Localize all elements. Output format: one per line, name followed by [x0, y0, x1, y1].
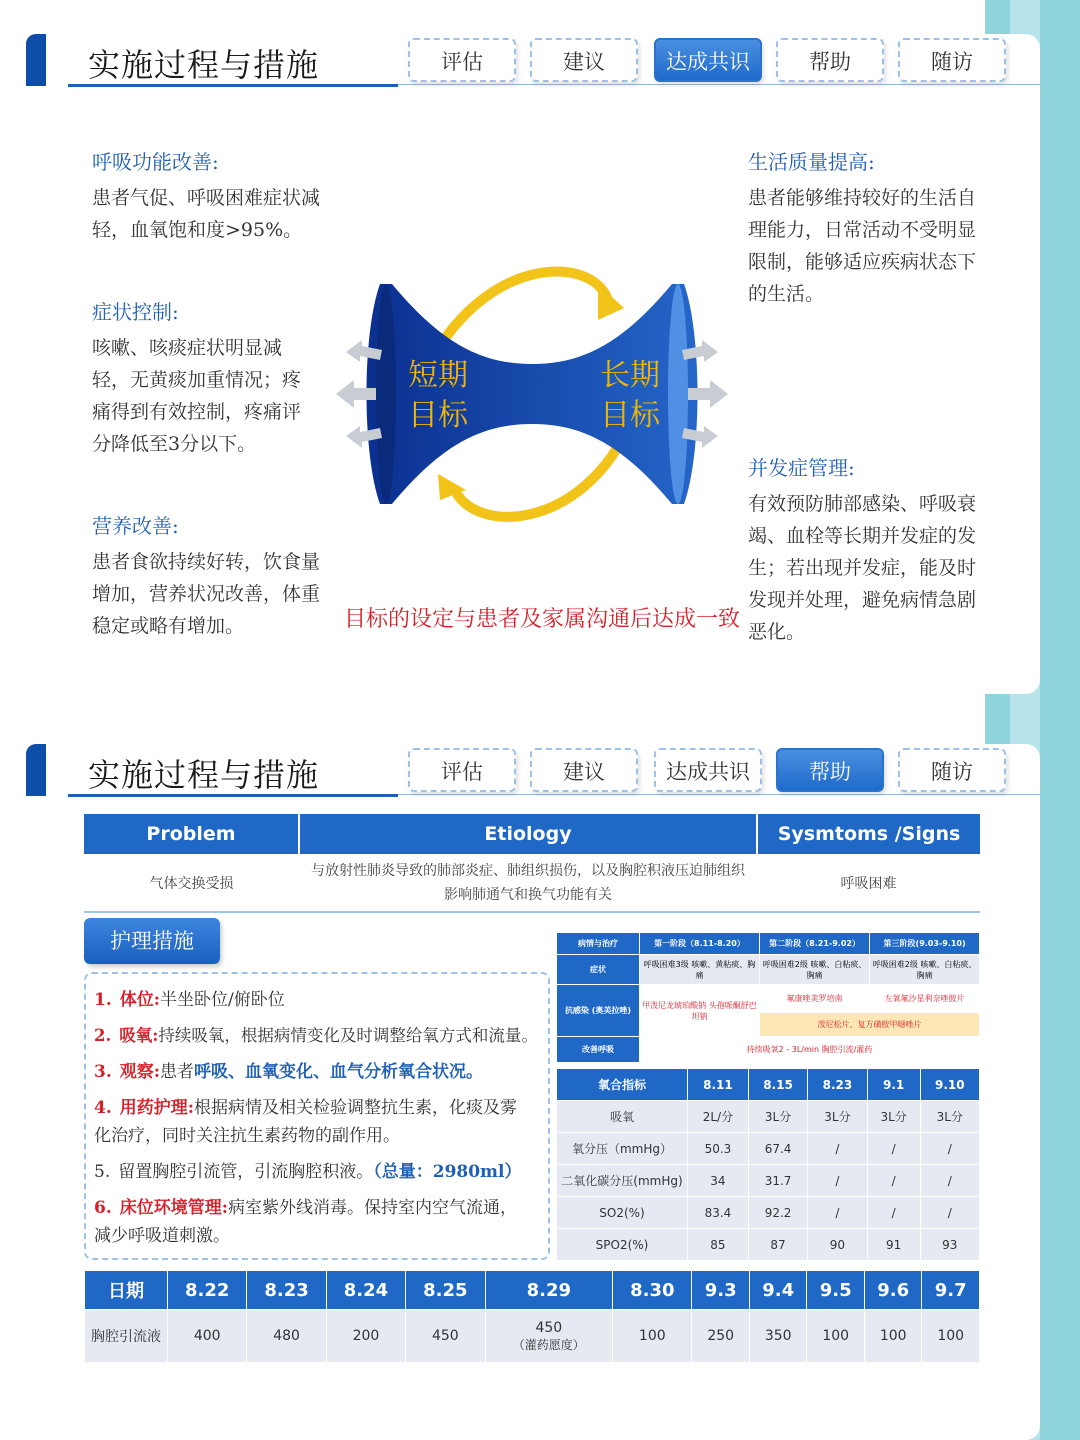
- oxy-cell: /: [867, 1197, 920, 1229]
- item-label: 用药护理:: [119, 1098, 195, 1118]
- oxy-cell: /: [920, 1197, 979, 1229]
- item-number: 5.: [94, 1162, 111, 1182]
- tab-suggest[interactable]: 建议: [530, 38, 638, 82]
- item-text: 病室紫外线消毒。保持室内空气流通，减少呼吸道刺激。: [94, 1198, 518, 1246]
- drain-cell: 400: [168, 1310, 247, 1363]
- drain-cell: 100: [864, 1310, 921, 1363]
- oxy-cell: /: [867, 1133, 920, 1165]
- cell: 呼吸困难2级 咳嗽、白粘痰、胸痛: [870, 955, 980, 985]
- tab-consensus[interactable]: 达成共识: [654, 748, 762, 792]
- item-text: 患者: [160, 1062, 195, 1082]
- oxy-cell: 85: [688, 1229, 749, 1261]
- nursing-item-1: [94, 986, 540, 1014]
- problem-table-row: [84, 854, 980, 912]
- drain-header-cell: 9.3: [692, 1271, 749, 1310]
- long-term-goal-label: [600, 356, 660, 436]
- row-label: 症状: [557, 955, 640, 985]
- right-arrows: [682, 340, 728, 448]
- problem-table-header: [84, 814, 980, 854]
- long-term-line1: 长期: [600, 358, 660, 393]
- cell: 甲泼尼龙琥珀酸钠 头孢哌酮舒巴坦钠: [640, 985, 760, 1037]
- oxy-header-cell: 8.11: [688, 1069, 749, 1101]
- item-number: 4.: [94, 1098, 112, 1118]
- drain-header-cell: 8.24: [326, 1271, 405, 1310]
- cell: 呼吸困难3级 咳嗽、黄粘痰、胸痛: [640, 955, 760, 985]
- header-symptoms: Sysmtoms /Signs: [777, 823, 961, 845]
- row-label: 改善呼吸: [557, 1037, 640, 1063]
- oxy-cell: SPO2(%): [557, 1229, 688, 1261]
- goal-hourglass-graphic: [332, 244, 732, 544]
- drain-cell: 450: [406, 1310, 485, 1363]
- goal-title-complication: 并发症管理:: [748, 456, 855, 480]
- item-number: 2.: [94, 1026, 112, 1045]
- drain-header-cell: 8.30: [613, 1271, 692, 1310]
- goal-body-respiration: 患者气促、呼吸困难症状减轻，血氧饱和度>95%。: [92, 187, 321, 241]
- nursing-measures-box: [84, 972, 550, 1260]
- goal-title-respiration: 呼吸功能改善:: [92, 150, 219, 174]
- tab-help[interactable]: 帮助: [776, 38, 884, 82]
- drain-cell: 100: [922, 1310, 980, 1363]
- goal-title-nutrition: 营养改善:: [92, 514, 179, 538]
- oxy-cell: 吸氧: [557, 1101, 688, 1133]
- oxy-cell: 91: [867, 1229, 920, 1261]
- treatment-header-cell: 第一阶段（8.11-8.20）: [640, 933, 760, 955]
- oxy-row: [557, 1133, 980, 1165]
- item-text: 根据病情及相关检验调整抗生素，化痰及雾化治疗，同时关注抗生素药物的副作用。: [94, 1098, 518, 1146]
- drain-note: （灌药愿度）: [512, 1337, 585, 1352]
- drain-header-cell: 8.23: [247, 1271, 326, 1310]
- treatment-row-antiinfection: [557, 985, 980, 1013]
- treatment-row-symptom: [557, 955, 980, 985]
- drain-header-cell: 9.5: [807, 1271, 864, 1310]
- title-underline: [68, 84, 398, 87]
- right-rim: [668, 284, 688, 504]
- oxy-row: [557, 1165, 980, 1197]
- item-highlight: （总量：2980ml）: [373, 1162, 522, 1182]
- drain-header-cell: 9.7: [922, 1271, 980, 1310]
- page-title: 实施过程与措施: [88, 46, 320, 84]
- goal-body-symptom: 咳嗽、咳痰症状明显减轻，无黄痰加重情况；疼痛得到有效控制，疼痛评分降低至3分以下。: [92, 337, 302, 455]
- tab-followup[interactable]: 随访: [898, 38, 1006, 82]
- oxy-header-cell: 9.10: [920, 1069, 979, 1101]
- problem-cell: 气体交换受损: [149, 875, 234, 892]
- goal-title-symptom: 症状控制:: [92, 300, 179, 324]
- oxy-cell: 93: [920, 1229, 979, 1261]
- item-text: 半坐卧位/俯卧位: [160, 990, 285, 1010]
- oxy-cell: 90: [808, 1229, 867, 1261]
- tab-consensus[interactable]: 达成共识: [654, 38, 762, 82]
- oxy-cell: /: [808, 1197, 867, 1229]
- cell: 呼吸困难2级 咳嗽、白粘痰、胸痛: [759, 955, 869, 985]
- drain-cell: 200: [326, 1310, 405, 1363]
- tab-assess[interactable]: 评估: [408, 748, 516, 792]
- row-label: 抗感染 (奥美拉唑): [557, 985, 640, 1037]
- oxy-cell: 31.7: [748, 1165, 807, 1197]
- oxy-cell: /: [920, 1165, 979, 1197]
- drain-header-cell: 9.6: [864, 1271, 921, 1310]
- cell: 氟康唑美罗培南: [759, 985, 869, 1013]
- nursing-measures-title: 护理措施: [84, 918, 220, 964]
- item-highlight: 呼吸、血氧变化、血气分析氧合状况。: [194, 1062, 484, 1082]
- drainage-row: [85, 1310, 980, 1363]
- oxy-header-cell: 8.23: [808, 1069, 867, 1101]
- oxy-cell: 2L/分: [688, 1101, 749, 1133]
- drain-row-label: 胸腔引流液: [85, 1310, 168, 1363]
- drain-cell: 480: [247, 1310, 326, 1363]
- oxy-cell: 67.4: [748, 1133, 807, 1165]
- goal-body-nutrition: 患者食欲持续好转，饮食量增加，营养状况改善，体重稳定或略有增加。: [92, 551, 321, 637]
- drain-header-cell: 8.29: [485, 1271, 613, 1310]
- drain-header-cell: 8.25: [406, 1271, 485, 1310]
- drainage-table: [84, 1270, 980, 1363]
- oxy-header-cell: 氧合指标: [557, 1069, 688, 1101]
- goal-body-complication: 有效预防肺部感染、呼吸衰竭、血栓等长期并发症的发生；若出现并发症，能及时发现并处理，避免病情急剧恶化。: [748, 493, 977, 643]
- header-accent: [26, 34, 46, 86]
- left-arrows: [336, 340, 382, 448]
- left-rim: [376, 284, 396, 504]
- drain-cell: 250: [692, 1310, 749, 1363]
- oxy-cell: 二氧化碳分压(mmHg): [557, 1165, 688, 1197]
- oxy-cell: 92.2: [748, 1197, 807, 1229]
- item-label: 吸氧:: [119, 1026, 159, 1045]
- drain-header-cell: 8.22: [168, 1271, 247, 1310]
- symptom-cell: 呼吸困难: [840, 875, 897, 892]
- nursing-item-3: [94, 1058, 540, 1086]
- oxy-cell: 83.4: [688, 1197, 749, 1229]
- drain-header-cell: 9.4: [749, 1271, 806, 1310]
- drain-cell: 100: [613, 1310, 692, 1363]
- item-label: 体位:: [119, 990, 161, 1010]
- treatment-header-cell: 第三阶段(9.03-9.10): [870, 933, 980, 955]
- short-term-goal-label: [408, 356, 468, 436]
- short-term-line2: 目标: [408, 398, 468, 433]
- item-number: 1.: [94, 990, 112, 1010]
- page-title: 实施过程与措施: [88, 756, 320, 794]
- oxy-cell: 87: [748, 1229, 807, 1261]
- long-term-line2: 目标: [600, 398, 660, 433]
- oxy-row: [557, 1101, 980, 1133]
- drain-value: 450: [535, 1319, 563, 1336]
- item-label: 床位环境管理:: [119, 1198, 229, 1218]
- oxy-row: [557, 1197, 980, 1229]
- oxy-header-cell: 9.1: [867, 1069, 920, 1101]
- title-underline: [68, 794, 398, 797]
- treatment-header-cell: 第二阶段（8.21-9.02）: [759, 933, 869, 955]
- drain-cell: 350: [749, 1310, 806, 1363]
- oxy-row: [557, 1229, 980, 1261]
- top-arrow-head: [598, 284, 624, 320]
- problem-table: [84, 814, 980, 913]
- oxy-cell: 3L分: [920, 1101, 979, 1133]
- header-etiology: Etiology: [299, 814, 757, 854]
- goal-title-quality: 生活质量提高:: [748, 150, 875, 174]
- oxy-cell: /: [867, 1165, 920, 1197]
- slide-help: [0, 744, 1040, 1440]
- tab-assess[interactable]: 评估: [408, 38, 516, 82]
- oxy-cell: 氧分压（mmHg）: [557, 1133, 688, 1165]
- consensus-note: 目标的设定与患者及家属沟通后达成一致: [344, 607, 741, 632]
- item-text: 留置胸腔引流管，引流胸腔积液。: [118, 1162, 374, 1182]
- cell: 左氧氟沙星利奈唑胺片: [870, 985, 980, 1013]
- oxy-header-cell: 8.15: [748, 1069, 807, 1101]
- oxy-cell: /: [808, 1165, 867, 1197]
- drain-header-cell: 日期: [85, 1271, 168, 1310]
- treatment-row-breathing: [557, 1037, 980, 1063]
- header-accent: [26, 744, 46, 796]
- oxy-cell: 3L分: [867, 1101, 920, 1133]
- oxy-cell: 3L分: [748, 1101, 807, 1133]
- nursing-item-2: [94, 1022, 550, 1050]
- oxy-cell: 34: [688, 1165, 749, 1197]
- oxy-cell: 3L分: [808, 1101, 867, 1133]
- treatment-header: [557, 933, 980, 955]
- nursing-item-6: [94, 1194, 534, 1250]
- slide-header: [0, 34, 1040, 94]
- drain-cell: [485, 1310, 613, 1363]
- oxy-cell: /: [808, 1133, 867, 1165]
- slide-consensus: [0, 34, 1040, 694]
- drainage-header: [85, 1271, 980, 1310]
- nursing-item-5: [94, 1158, 540, 1186]
- oxygenation-table: [556, 1068, 980, 1261]
- drain-cell: 100: [807, 1310, 864, 1363]
- item-number: 3.: [94, 1062, 112, 1082]
- tab-help[interactable]: 帮助: [776, 748, 884, 792]
- item-text: 持续吸氧，根据病情变化及时调整给氧方式和流量。: [158, 1026, 538, 1045]
- cell: 泼尼松片、复方磺胺甲噁唑片: [759, 1013, 979, 1037]
- item-label: 观察:: [119, 1062, 161, 1082]
- slide-header: [0, 744, 1040, 804]
- cell: 持续吸氧2 - 3L/min 胸腔引流/灌药: [640, 1037, 980, 1063]
- item-number: 6.: [94, 1198, 112, 1218]
- header-divider: [398, 794, 1040, 795]
- oxygenation-header: [557, 1069, 980, 1101]
- tab-suggest[interactable]: 建议: [530, 748, 638, 792]
- goal-body-quality: 患者能够维持较好的生活自理能力，日常活动不受明显限制，能够适应疾病状态下的生活。: [748, 187, 977, 305]
- header-divider: [398, 84, 1040, 85]
- oxy-cell: SO2(%): [557, 1197, 688, 1229]
- oxy-cell: /: [920, 1133, 979, 1165]
- tab-followup[interactable]: 随访: [898, 748, 1006, 792]
- treatment-stage-table: [556, 932, 980, 1063]
- nursing-item-4: [94, 1094, 534, 1150]
- short-term-line1: 短期: [408, 358, 468, 393]
- header-problem: Problem: [84, 814, 299, 854]
- oxy-cell: 50.3: [688, 1133, 749, 1165]
- etiology-cell: 与放射性肺炎导致的肺部炎症、肺组织损伤，以及胸腔积液压迫肺组织影响肺通气和换气功能有关: [311, 862, 745, 903]
- treatment-header-cell: 病情与治疗: [557, 933, 640, 955]
